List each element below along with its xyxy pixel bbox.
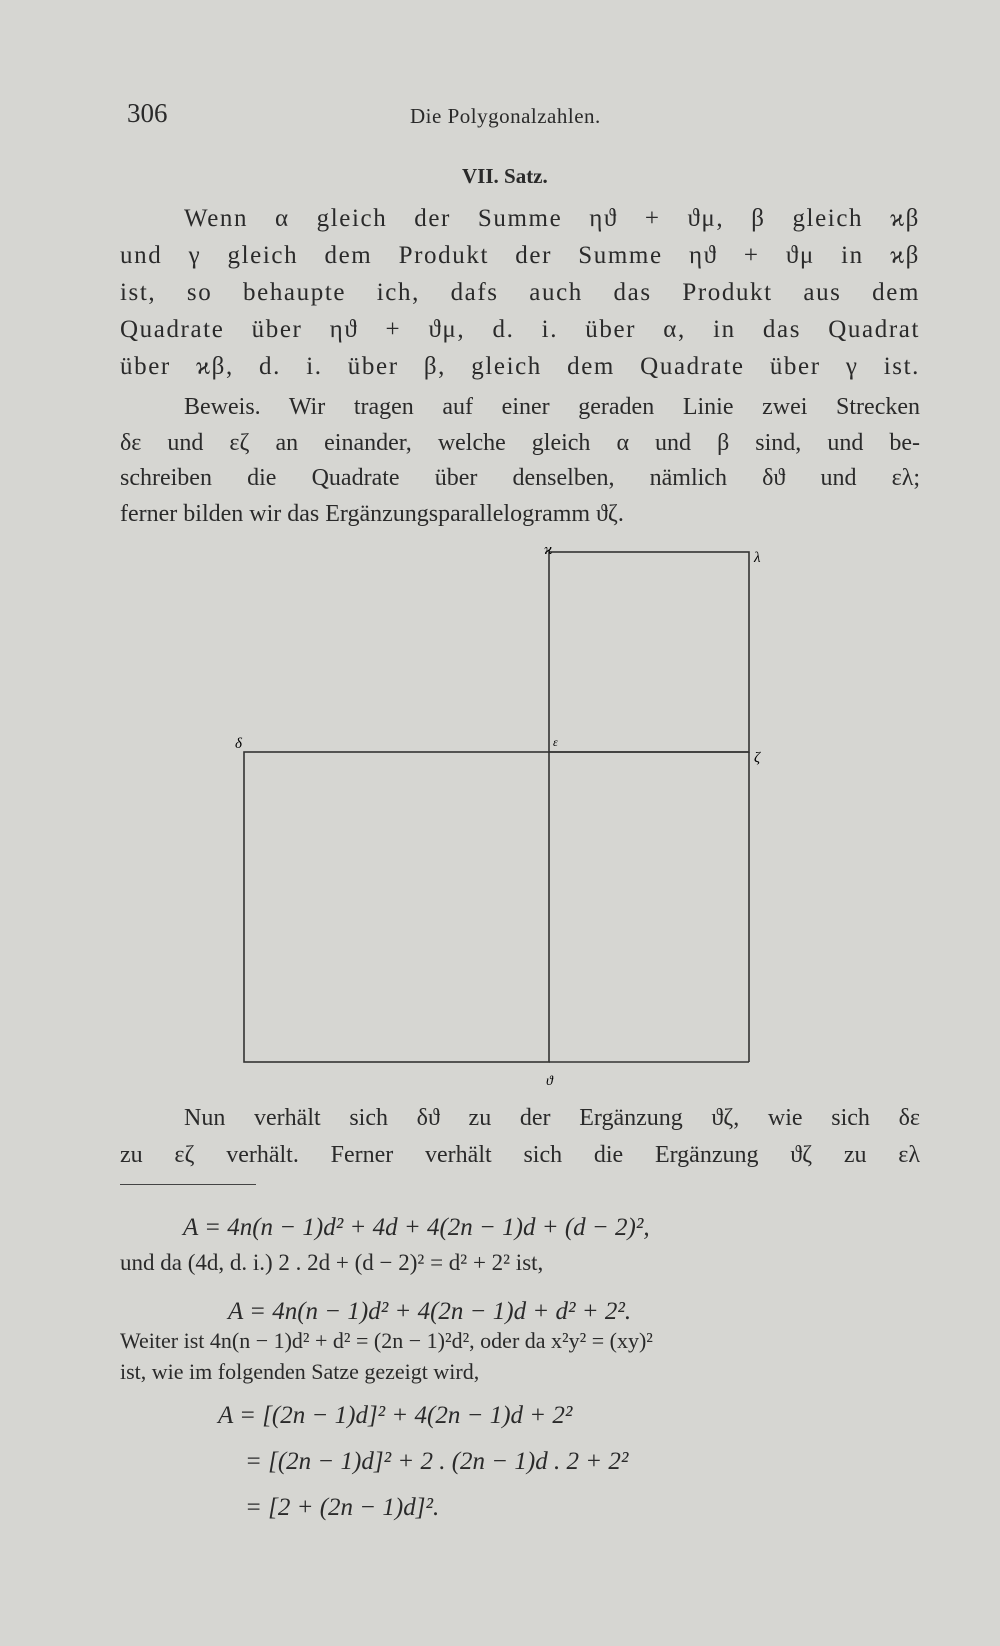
- paragraph-line: zu εζ verhält. Ferner verhält sich die Ergänzung ϑζ zu ελ: [120, 1142, 920, 1168]
- square-delta-theta: [244, 752, 549, 1062]
- square-epsilon-lambda: [549, 552, 749, 752]
- statement-line: Quadrate über ηϑ + ϑμ, d. i. über α, in das Quadrat: [120, 316, 920, 343]
- equation-text-2: und da (4d, d. i.) 2 . 2d + (d − 2)² = d² + 2² ist,: [120, 1250, 544, 1275]
- label-theta: ϑ: [546, 1074, 553, 1089]
- statement-line: Wenn α gleich der Summe ηϑ + ϑμ, β gleich ϰβ: [184, 205, 920, 232]
- paragraph-line: Nun verhält sich δϑ zu der Ergänzung ϑζ, wie sich δε: [184, 1105, 920, 1131]
- proof-line: schreiben die Quadrate über denselben, nämlich δϑ und ελ;: [120, 465, 920, 491]
- statement-line: und γ gleich dem Produkt der Summe ηϑ + ϑμ in ϰβ: [120, 242, 920, 269]
- equation-1: A = 4n(n − 1)d² + 4d + 4(2n − 1)d + (d − 2)²,: [183, 1214, 650, 1241]
- proof-paragraph: [120, 390, 920, 532]
- label-delta: δ: [235, 736, 242, 752]
- proof-line: ferner bilden wir das Ergänzungsparallelogramm ϑζ.: [120, 500, 624, 527]
- label-lambda: λ: [754, 550, 761, 566]
- proof-line: δε und εζ an einander, welche gleich α und β sind, und be-: [120, 429, 920, 456]
- label-zeta: ζ: [754, 750, 761, 766]
- equation-6: A = [(2n − 1)d]² + 4(2n − 1)d + 2²: [218, 1402, 573, 1429]
- page-divider: [120, 1184, 256, 1185]
- page-number: 306: [127, 98, 168, 128]
- equation-3: A = 4n(n − 1)d² + 4(2n − 1)d + d² + 2².: [228, 1298, 632, 1325]
- geometric-figure: [230, 540, 790, 1100]
- label-epsilon: ε: [553, 735, 558, 749]
- proof-line: Beweis. Wir tragen auf einer geraden Linie zwei Strecken: [184, 394, 920, 420]
- theorem-statement: [120, 200, 920, 385]
- equation-7: = [(2n − 1)d]² + 2 . (2n − 1)d . 2 + 2²: [245, 1448, 629, 1475]
- equation-8: = [2 + (2n − 1)d]².: [245, 1494, 440, 1521]
- label-kappa: ϰ: [544, 542, 553, 558]
- statement-line: über ϰβ, d. i. über β, gleich dem Quadrate über γ ist.: [120, 353, 920, 380]
- after-figure-paragraph: [120, 1100, 920, 1174]
- equation-text-5: ist, wie im folgenden Satze gezeigt wird,: [120, 1359, 480, 1384]
- statement-line: ist, so behaupte ich, dafs auch das Produkt aus dem: [120, 279, 920, 306]
- theorem-title: VII. Satz.: [462, 164, 548, 188]
- equation-text-4: Weiter ist 4n(n − 1)d² + d² = (2n − 1)²d², oder da x²y² = (xy)²: [120, 1328, 653, 1353]
- running-title: Die Polygonalzahlen.: [410, 104, 601, 128]
